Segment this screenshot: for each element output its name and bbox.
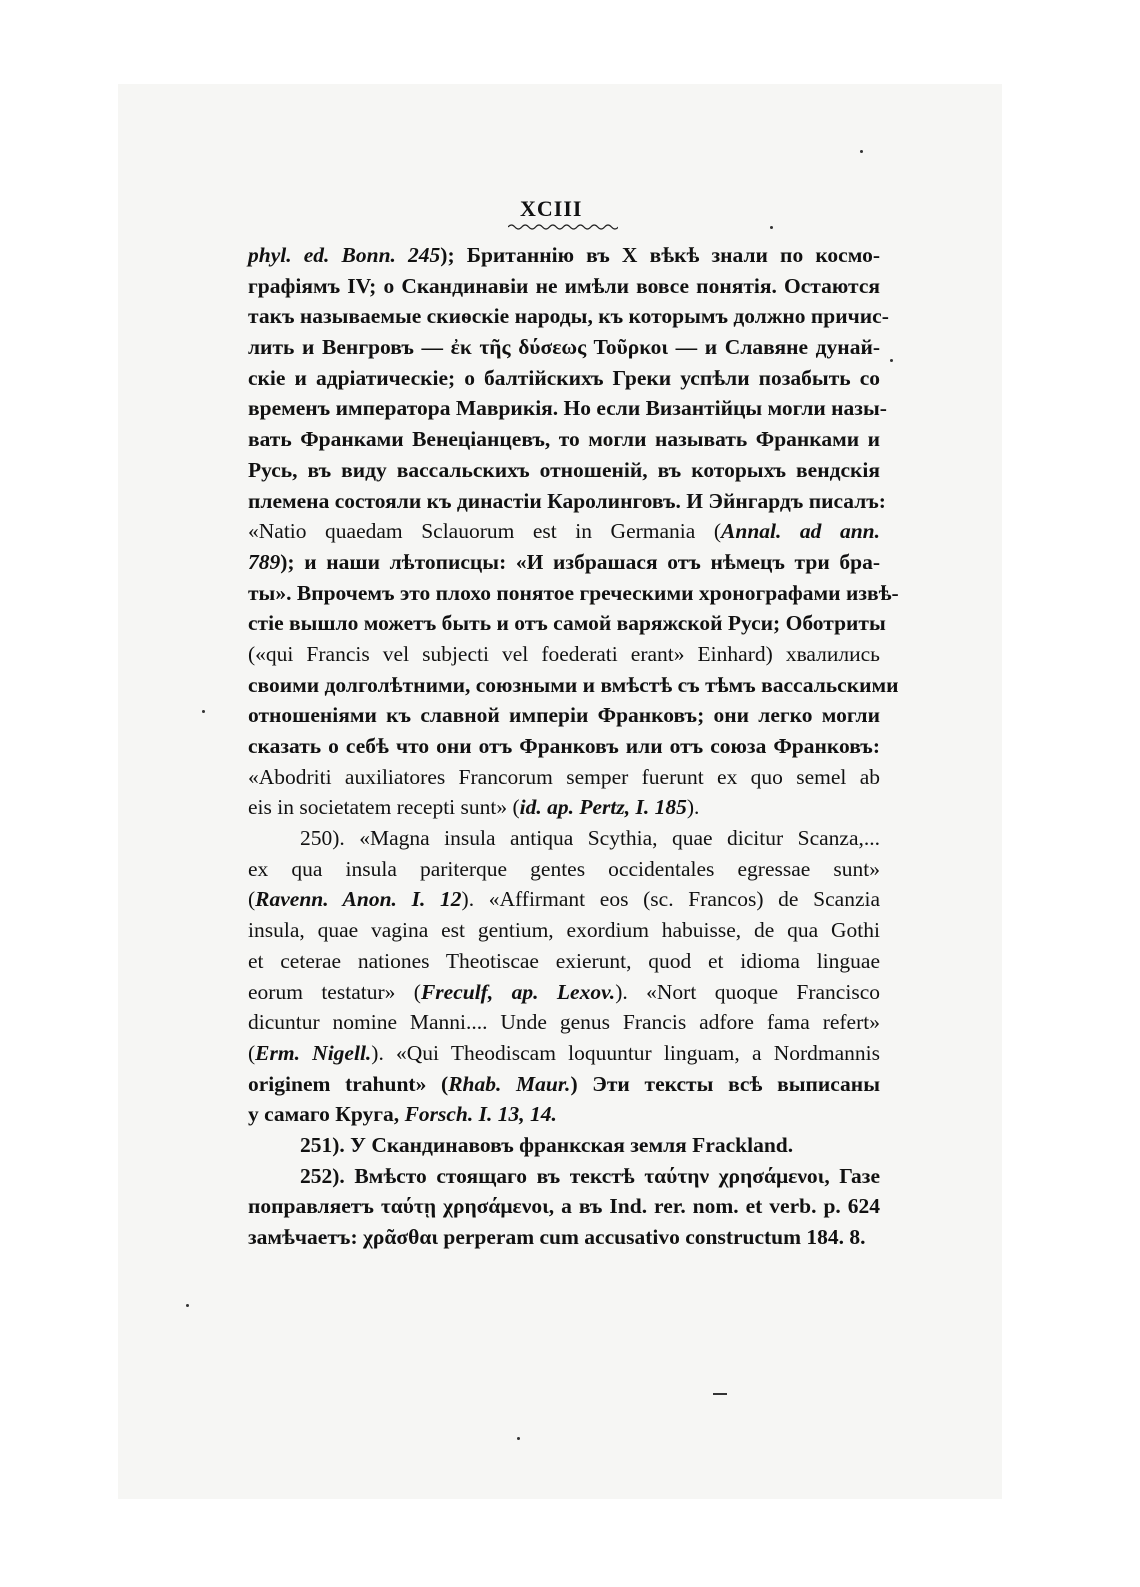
text-line [248,424,880,455]
citation-span: Forsch. I. 13, 14. [404,1102,557,1127]
scan-speck [770,226,773,229]
scan-speck [202,710,205,713]
text-line [248,792,880,823]
scan-speck [713,1393,727,1395]
text-line [248,731,880,762]
text-line [248,393,887,424]
text-span: отношеніями къ славной имперіи Франковъ; они легко могли [248,703,880,728]
scan-speck [890,359,893,362]
text-line [248,884,880,915]
text-line [248,946,880,977]
citation-span: 789 [248,549,281,574]
text-span: скіе и адріатическіе; о балтійскихъ Греки успѣли позабыть со [248,365,880,390]
citation-span: id. ap. Pertz, I. 185 [519,795,687,820]
text-span: originem trahunt» ( [248,1071,449,1096]
text-span: временъ императора Маврикія. Но если Византійцы могли назы- [248,396,887,421]
text-span: такъ называемые скиѳскіе народы, къ которымъ должно причис- [248,304,889,329]
text-span: стіе вышло можетъ быть и отъ самой варяжской Руси; Оботриты [248,611,886,636]
text-span: племена состояли къ династіи Каролинговъ. И Эйнгардъ писалъ: [248,488,886,513]
text-span: ). «Qui Theodiscam loquuntur linguam, a Nordmannis [371,1040,880,1065]
scan-speck [860,150,863,153]
citation-span: Freculf, ap. Lexov. [420,979,616,1004]
text-line [248,1007,880,1038]
text-line [248,639,880,670]
text-span: ex qua insula pariterque gentes occidentales egressae sunt» [248,856,880,881]
text-span: Русь, въ виду вассальскихъ отношеній, въ которыхъ вендскія [248,457,880,482]
citation-span: Rhab. Maur. [448,1071,571,1096]
text-line [248,516,880,547]
text-span: «Abodriti auxiliatores Francorum semper fuerunt ex quo semel ab [248,764,880,789]
text-line [248,915,880,946]
scan-speck [186,1304,189,1307]
text-line [248,608,886,639]
wavy-rule-ornament [508,222,618,232]
text-span: ). «Nort quoque Francisco [615,979,880,1004]
text-span: ). «Affirmant eos (sc. Francos) de Scanzia [461,887,880,912]
text-span: ( [248,1040,256,1065]
text-line [248,240,880,271]
text-span: своими долголѣтними, союзными и вмѣстѣ съ тѣмъ вассальскими [248,672,899,697]
text-line [248,271,880,302]
text-line [248,455,880,486]
text-span: у самаго Круга, [248,1102,405,1127]
citation-span: phyl. ed. Bonn. 245 [248,243,441,267]
text-line [248,823,880,854]
text-span: замѣчаетъ: χρᾶσθαι perperam cum accusativo constructum 184. 8. [248,1225,866,1249]
text-line [248,578,899,609]
text-line [248,1099,880,1130]
citation-span: Ravenn. Anon. I. 12 [255,887,462,912]
text-line [248,1161,880,1192]
text-line [248,486,886,517]
text-span: 250). «Magna insula antiqua Scythia, quae dicitur Scanza,... [300,826,880,851]
scan-speck [517,1437,520,1440]
text-span: лить и Венгровъ — ἐκ τῆς δύσεως Τοῦρκοι — и Славяне дунай- [248,335,880,360]
text-span: insula, quae vagina est gentium, exordium habuisse, de qua Gothi [248,918,880,943]
text-span: ). [686,795,700,820]
text-span: eorum testatur» ( [248,979,421,1004]
text-span: ); и наши лѣтописцы: «И избрашася отъ нѣмецъ три бра- [280,549,880,574]
citation-span: Annal. ad ann. [721,519,880,544]
text-span: ) Эти тексты всѣ выписаны [570,1071,880,1096]
text-span: 251). У Скандинавовъ франкская земля Frackland. [300,1132,794,1157]
text-span: поправляетъ ταύτῃ χρησάμενοι, а въ Ind. rer. nom. et verb. p. 624 [248,1194,880,1219]
text-line [248,547,880,578]
text-line [248,700,880,731]
text-line [248,854,880,885]
text-line [248,1222,880,1253]
text-span: ( [248,887,256,912]
text-line [248,301,889,332]
text-line [248,1130,880,1161]
text-span: «Natio quaedam Sclauorum est in Germania ( [248,519,722,544]
text-span: ты». Впрочемъ это плохо понятое греческими хронографами извѣ- [248,580,899,605]
text-line [248,363,880,394]
text-line [248,332,880,363]
text-span: сказать о себѣ что они отъ Франковъ или отъ союза Франковъ: [248,734,880,758]
text-span: графіямъ IV; о Скандинавіи не имѣли вовсе понятія. Остаются [248,273,880,298]
text-line [248,1191,880,1222]
page-number: XCIII [520,196,583,221]
text-span: eis in societatem recepti sunt» ( [248,795,520,820]
text-line [248,977,880,1008]
text-line [248,762,880,793]
text-span: et ceterae nationes Theotiscae exierunt, quod et idioma linguae [248,948,880,973]
text-line [248,1069,880,1100]
text-body [248,240,899,1253]
text-span: 252). Вмѣсто стоящаго въ текстѣ ταύτην χρησάμενοι, Газе [300,1163,880,1188]
text-span: ); Британнію въ X вѣкѣ знали по космо- [440,243,880,267]
text-line [248,1038,880,1069]
citation-span: Erm. Nigell. [255,1040,372,1065]
text-span: dicuntur nomine Manni.... Unde genus Francis adfore fama refert» [248,1010,880,1035]
text-span: («qui Francis vel subjecti vel foederati erant» Einhard) хвалились [248,641,880,666]
text-span: вать Франками Венеціанцевъ, то могли называть Франками и [248,427,880,452]
text-line [248,670,899,701]
